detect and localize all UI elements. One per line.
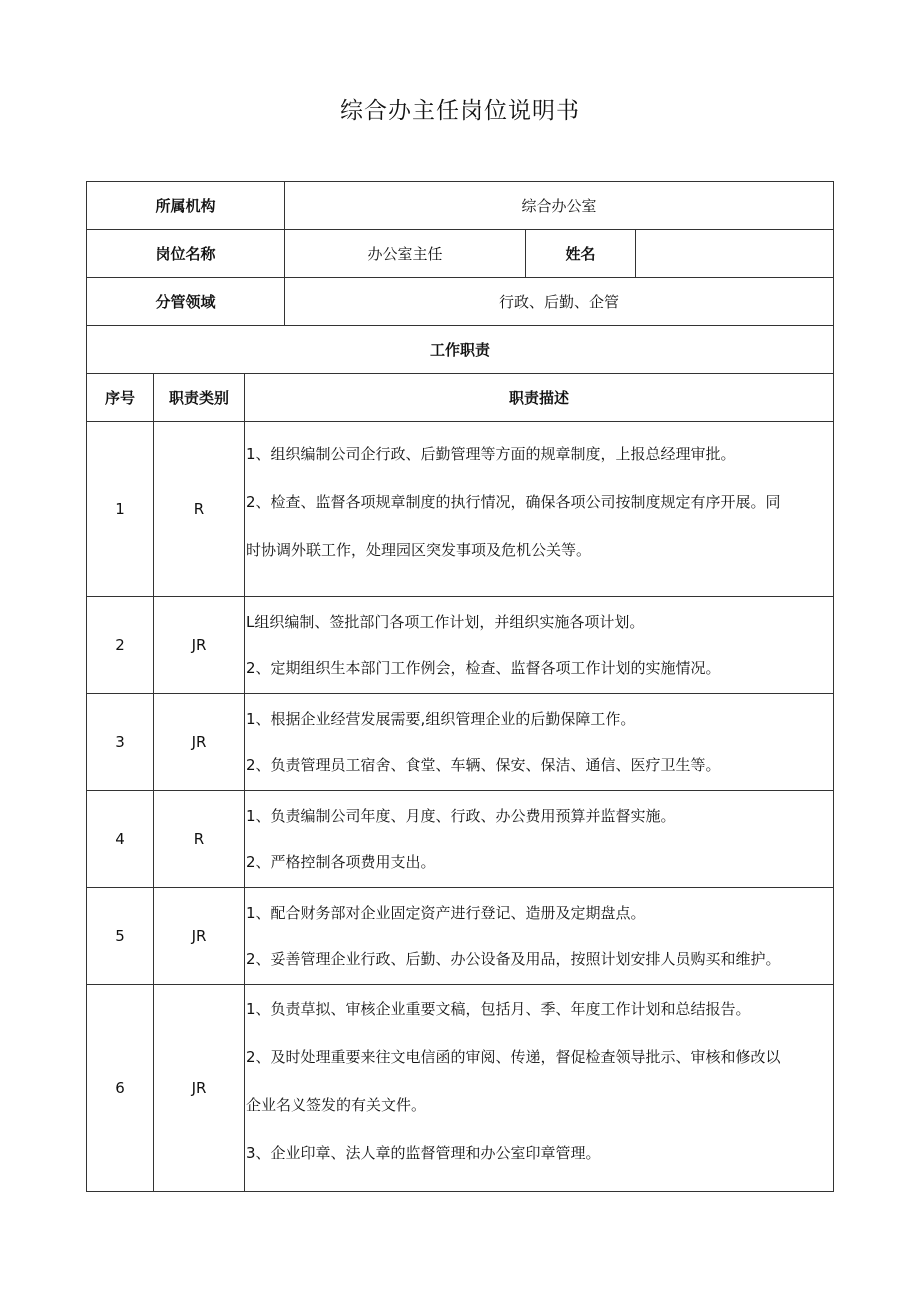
duty-description [245,985,834,1192]
duty-line: 1、负责编制公司年度、月度、行政、办公费用预算并监督实施。 [246,807,676,825]
duty-row [87,694,834,791]
duty-row [87,597,834,694]
header-category: 职责类别 [154,374,245,422]
duty-no: 2 [87,597,154,694]
area-label: 分管领域 [87,278,285,326]
org-value: 综合办公室 [285,182,834,230]
duty-description [245,888,834,985]
area-row [87,278,834,326]
duty-category: JR [154,694,245,791]
duty-line: 1、组织编制公司企行政、后勤管理等方面的规章制度，上报总经理审批。 [246,445,736,463]
duty-no: 3 [87,694,154,791]
section-title: 工作职责 [87,326,834,374]
header-no: 序号 [87,374,154,422]
duty-line: L组织编制、签批部门各项工作计划，并组织实施各项计划。 [246,613,645,631]
header-description: 职责描述 [245,374,834,422]
org-label: 所属机构 [87,182,285,230]
duty-row [87,791,834,888]
duty-line: 企业名义签发的有关文件。 [246,1096,427,1114]
duty-no: 6 [87,985,154,1192]
duty-category: JR [154,888,245,985]
duty-category: R [154,791,245,888]
org-row [87,182,834,230]
name-label: 姓名 [526,230,636,278]
duty-no: 5 [87,888,154,985]
duty-row [87,985,834,1192]
duty-description [245,791,834,888]
duty-row [87,888,834,985]
area-value: 行政、后勤、企管 [285,278,834,326]
duty-line: 2、检查、监督各项规章制度的执行情况，确保各项公司按制度规定有序开展。同 [246,493,781,511]
position-row [87,230,834,278]
duty-line: 2、及时处理重要来往文电信函的审阅、传递，督促检查领导批示、审核和修改以 [246,1048,781,1066]
duty-line: 2、负责管理员工宿舍、食堂、车辆、保安、保洁、通信、医疗卫生等。 [246,756,721,774]
duty-category: JR [154,985,245,1192]
duty-line: 1、根据企业经营发展需要,组织管理企业的后勤保障工作。 [246,710,636,728]
duty-no: 4 [87,791,154,888]
duty-line: 3、企业印章、法人章的监督管理和办公室印章管理。 [246,1144,601,1162]
duty-line: 2、妥善管理企业行政、后勤、办公设备及用品，按照计划安排人员购买和维护。 [246,950,781,968]
name-value [636,230,834,278]
duty-category: JR [154,597,245,694]
job-description-table [86,181,834,1192]
duty-line: 2、定期组织生本部门工作例会，检查、监督各项工作计划的实施情况。 [246,659,721,677]
header-row [87,374,834,422]
duty-description [245,597,834,694]
duty-category: R [154,422,245,597]
duty-line: 1、配合财务部对企业固定资产进行登记、造册及定期盘点。 [246,904,646,922]
duty-no: 1 [87,422,154,597]
section-title-row [87,326,834,374]
document-title: 综合办主任岗位说明书 [340,98,580,124]
position-value: 办公室主任 [285,230,526,278]
duty-row [87,422,834,597]
duty-description [245,694,834,791]
duty-description [245,422,834,597]
duty-line: 时协调外联工作，处理园区突发事项及危机公关等。 [246,541,592,559]
duty-line: 1、负责草拟、审核企业重要文稿，包括月、季、年度工作计划和总结报告。 [246,1000,751,1018]
position-label: 岗位名称 [87,230,285,278]
duty-line: 2、严格控制各项费用支出。 [246,853,436,871]
